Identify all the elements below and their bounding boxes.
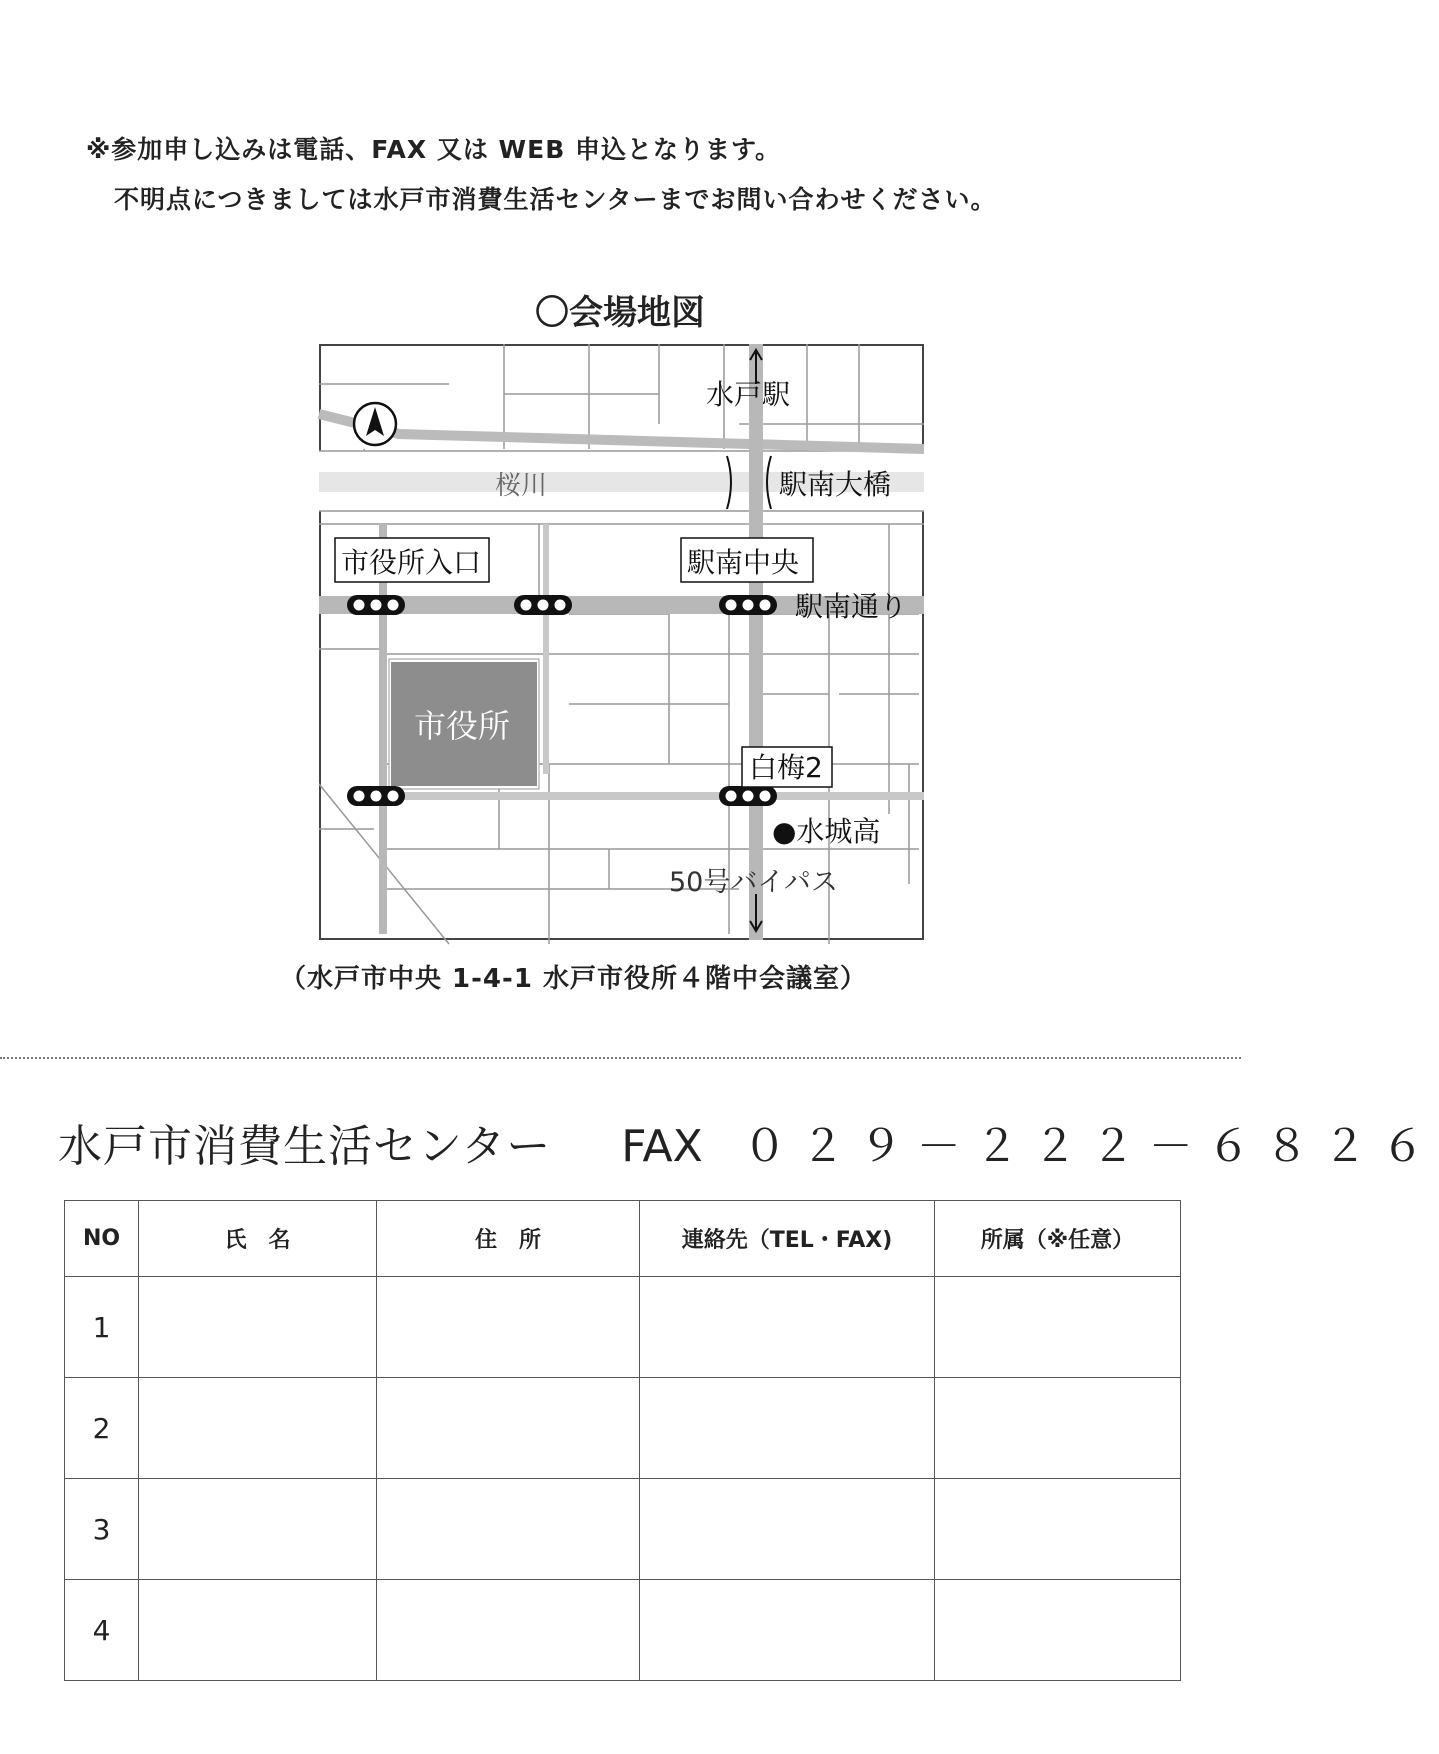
school-label: ●水城高: [772, 815, 881, 848]
address-cell[interactable]: [377, 1479, 640, 1580]
fax-header: [58, 1110, 1439, 1174]
ekinan-street-label: 駅南通り: [795, 590, 908, 623]
bypass-label: 50号バイパス: [669, 867, 838, 898]
inquiry-note: 不明点につきましては水戸市消費生活センターまでお問い合わせください。: [114, 185, 997, 214]
north-arrow-icon: [354, 403, 396, 445]
shiraume-label: 白梅2: [749, 751, 823, 784]
contact-cell[interactable]: [640, 1479, 935, 1580]
contact-cell[interactable]: [640, 1580, 935, 1681]
application-form-table: [64, 1200, 1181, 1681]
name-cell[interactable]: [139, 1378, 377, 1479]
address-cell[interactable]: [377, 1378, 640, 1479]
river-label: 桜川: [495, 471, 548, 501]
bridge-label: 駅南大橋: [779, 468, 892, 501]
fax-label: FAX: [621, 1121, 703, 1172]
application-note: ※参加申し込みは電話、FAX 又は WEB 申込となります。: [86, 135, 781, 164]
table-row: [65, 1580, 1181, 1681]
table-row: [65, 1277, 1181, 1378]
name-cell[interactable]: [139, 1580, 377, 1681]
table-header-row: [65, 1201, 1181, 1277]
row-number: 3: [65, 1479, 139, 1580]
header-address: 住 所: [377, 1201, 640, 1277]
table-row: [65, 1479, 1181, 1580]
cut-line: [0, 1057, 1241, 1059]
city-hall-label: 市役所: [414, 707, 511, 745]
table-row: [65, 1378, 1181, 1479]
header-no: NO: [65, 1201, 139, 1277]
row-number: 2: [65, 1378, 139, 1479]
header-contact: 連絡先（TEL・FAX): [640, 1201, 935, 1277]
header-name: 氏 名: [139, 1201, 377, 1277]
venue-map: [319, 344, 924, 940]
address-cell[interactable]: [377, 1580, 640, 1681]
map-title: 〇会場地図: [535, 293, 705, 333]
row-number: 1: [65, 1277, 139, 1378]
ekinan-chuo-label: 駅南中央: [687, 546, 800, 579]
fax-number: ０２９－２２２－６８２６: [742, 1121, 1439, 1172]
bypass-road: [749, 344, 763, 940]
venue-address: （水戸市中央 1-4-1 水戸市役所４階中会議室）: [280, 964, 867, 994]
name-cell[interactable]: [139, 1479, 377, 1580]
contact-cell[interactable]: [640, 1378, 935, 1479]
affiliation-cell[interactable]: [935, 1277, 1181, 1378]
station-label: 水戸駅: [706, 378, 791, 411]
affiliation-cell[interactable]: [935, 1378, 1181, 1479]
center-name: 水戸市消費生活センター: [58, 1121, 552, 1172]
header-affiliation: 所属（※任意）: [935, 1201, 1181, 1277]
name-cell[interactable]: [139, 1277, 377, 1378]
address-cell[interactable]: [377, 1277, 640, 1378]
affiliation-cell[interactable]: [935, 1479, 1181, 1580]
city-hall-entrance-label: 市役所入口: [341, 546, 482, 579]
row-number: 4: [65, 1580, 139, 1681]
affiliation-cell[interactable]: [935, 1580, 1181, 1681]
contact-cell[interactable]: [640, 1277, 935, 1378]
